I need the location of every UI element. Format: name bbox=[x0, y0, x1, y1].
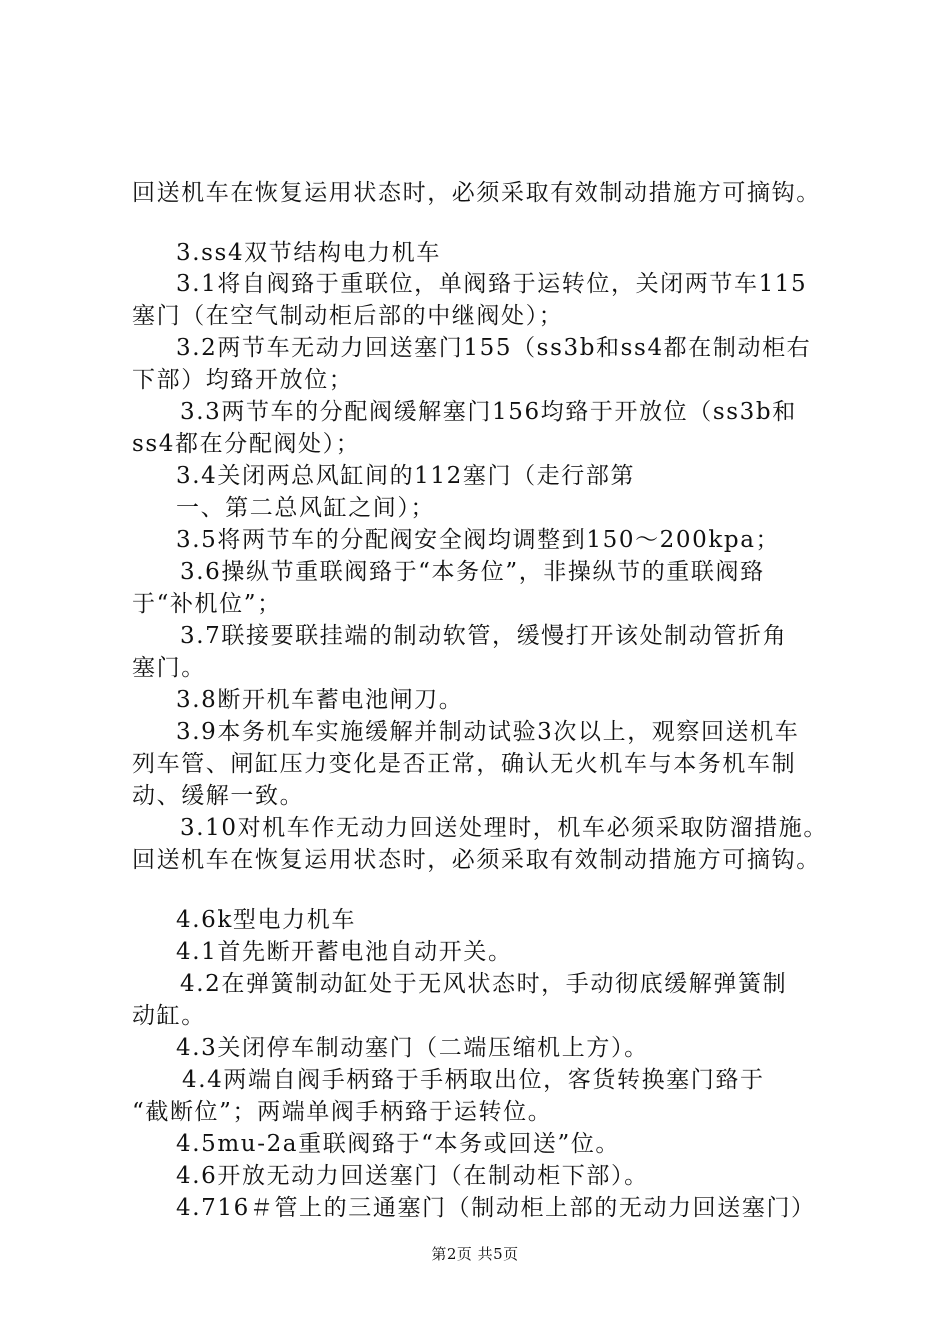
text-line: 动缸。 bbox=[132, 1003, 206, 1029]
text-line: 3.4关闭两总风缸间的112塞门（走行部第 bbox=[176, 463, 636, 489]
text-line: 回送机车在恢复运用状态时，必须采取有效制动措施方可摘钩。 bbox=[132, 180, 821, 206]
section-heading: 3.ss4双节结构电力机车 bbox=[176, 240, 441, 266]
text-line: 塞门（在空气制动柜后部的中继阀处）； bbox=[132, 303, 564, 329]
section-heading: 4.6k型电力机车 bbox=[176, 907, 356, 933]
text-line: 4.5mu-2a重联阀臵于“本务或回送”位。 bbox=[176, 1131, 621, 1157]
text-line: 3.2两节车无动力回送塞门155（ss3b和ss4都在制动柜右 bbox=[176, 335, 812, 361]
text-line: 回送机车在恢复运用状态时，必须采取有效制动措施方可摘钩。 bbox=[132, 847, 821, 873]
text-line: 4.3关闭停车制动塞门（二端压缩机上方）。 bbox=[176, 1035, 649, 1061]
text-line: 一、第二总风缸之间）； bbox=[176, 495, 436, 521]
text-line: 3.1将自阀臵于重联位，单阀臵于运转位，关闭两节车115 bbox=[176, 271, 808, 297]
text-line: 塞门。 bbox=[132, 655, 206, 681]
text-line: 4.6开放无动力回送塞门（在制动柜下部）。 bbox=[176, 1163, 649, 1189]
text-line: 3.10对机车作无动力回送处理时，机车必须采取防溜措施。 bbox=[180, 815, 829, 841]
text-line: 下部）均臵开放位； bbox=[132, 367, 354, 393]
text-line: 3.8断开机车蓄电池闸刀。 bbox=[176, 687, 464, 713]
page-footer: 第2页 共5页 bbox=[431, 1245, 519, 1263]
text-line: 4.2在弹簧制动缸处于无风状态时，手动彻底缓解弹簧制 bbox=[180, 971, 788, 997]
text-line: ss4都在分配阀处）； bbox=[132, 431, 361, 457]
text-line: 4.4两端自阀手柄臵于手柄取出位，客货转换塞门臵于 bbox=[182, 1067, 765, 1093]
text-line: 于“补机位”； bbox=[132, 591, 282, 617]
text-line: 3.3两节车的分配阀缓解塞门156均臵于开放位（ss3b和 bbox=[180, 399, 797, 425]
text-line: “截断位”；两端单阀手柄臵于运转位。 bbox=[132, 1099, 553, 1125]
text-line: 4.1首先断开蓄电池自动开关。 bbox=[176, 939, 513, 965]
text-line: 3.9本务机车实施缓解并制动试验3次以上，观察回送机车 bbox=[176, 719, 800, 745]
text-line: 3.5将两节车的分配阀安全阀均调整到150～200kpa； bbox=[176, 527, 781, 553]
text-line: 列车管、闸缸压力变化是否正常，确认无火机车与本务机车制 bbox=[132, 751, 797, 777]
text-line: 4.716＃管上的三通塞门（制动柜上部的无动力回送塞门） bbox=[176, 1195, 816, 1221]
text-line: 3.6操纵节重联阀臵于“本务位”，非操纵节的重联阀臵 bbox=[180, 559, 765, 585]
text-line: 3.7联接要联挂端的制动软管，缓慢打开该处制动管折角 bbox=[180, 623, 788, 649]
text-line: 动、缓解一致。 bbox=[132, 783, 305, 809]
